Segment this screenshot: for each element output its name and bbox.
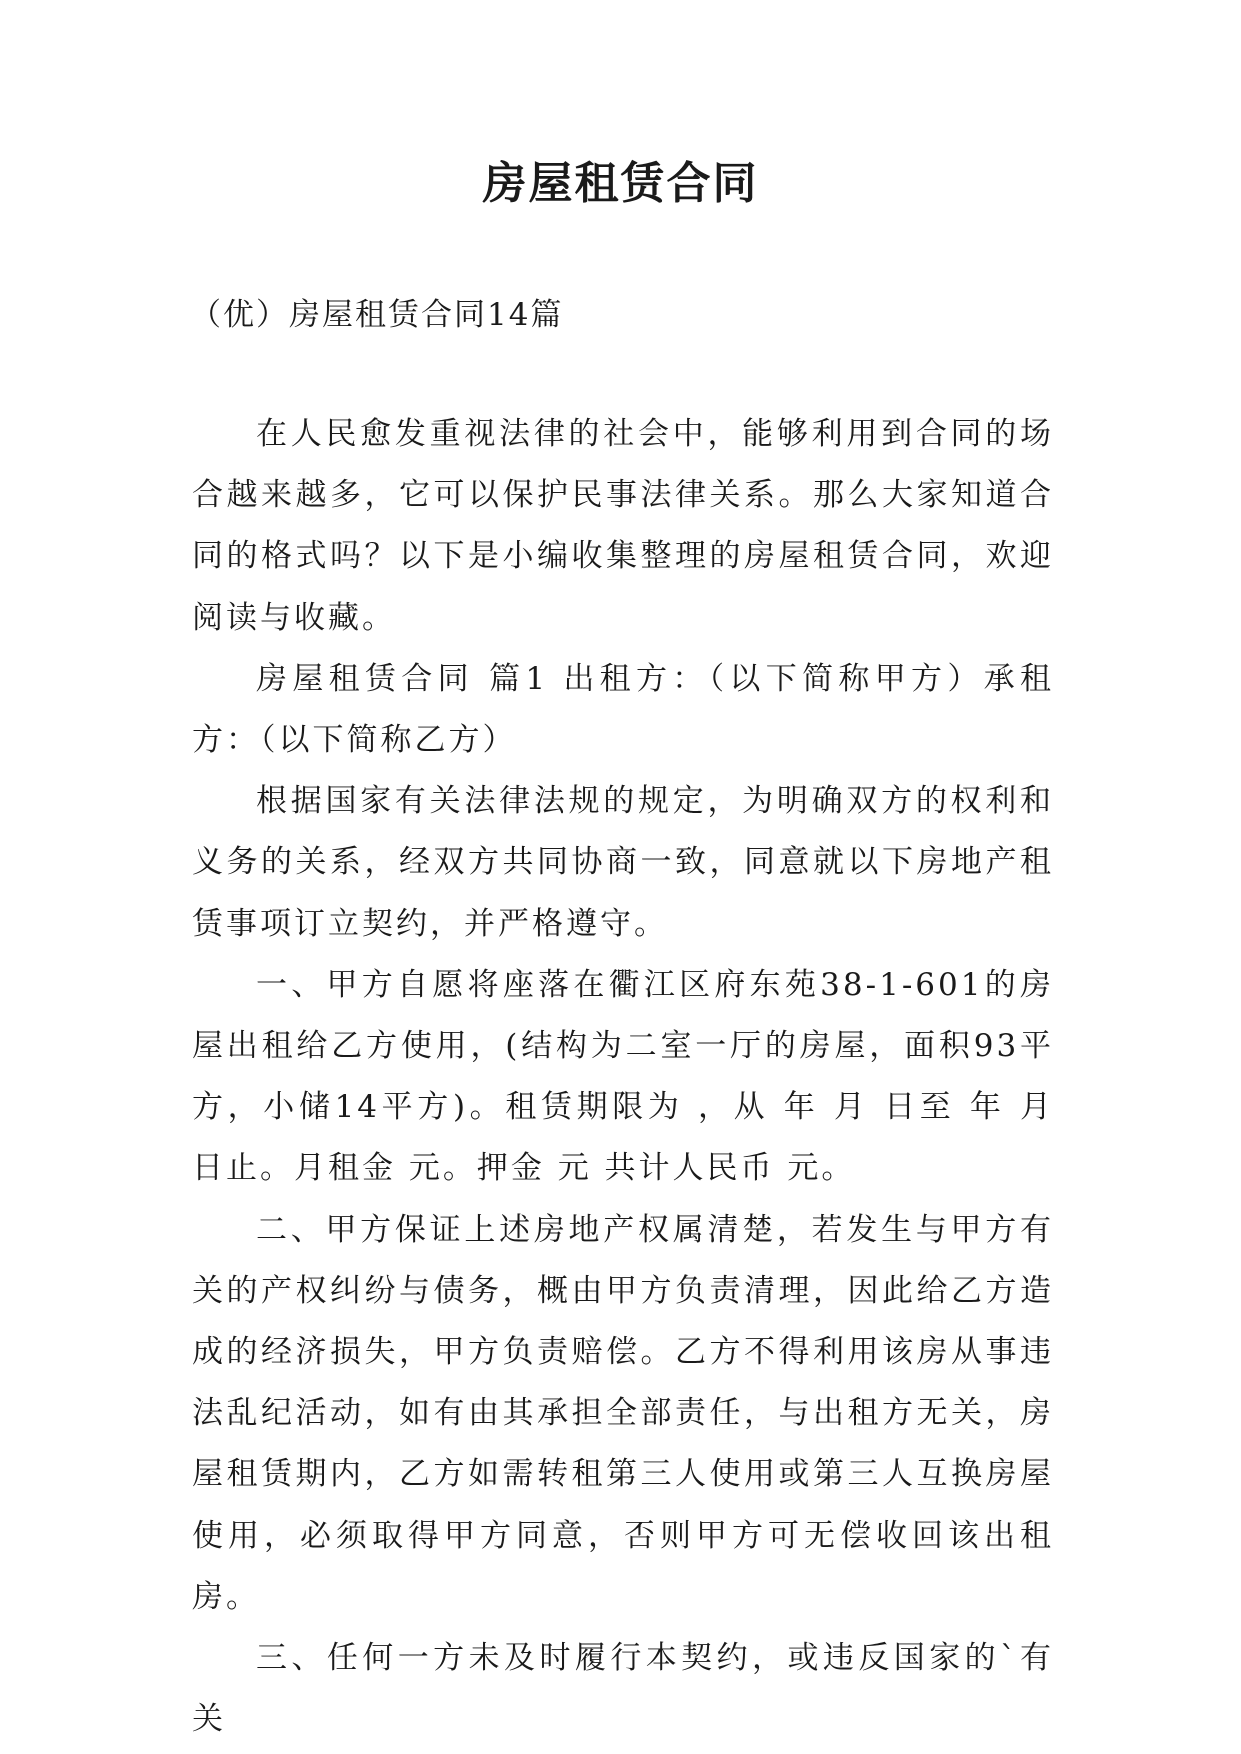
paragraph-clause-1: 一、甲方自愿将座落在衢江区府东苑38-1-601的房屋出租给乙方使用，(结构为二室一厅的房屋，面积93平方，小储14平方)。租赁期限为 ，从 年 月 日至 年 月 日止。月租金 元。押金 元 共计人民币 元。 [192,966,1054,1187]
paragraph-parties: 房屋租赁合同 篇1 出租方：（以下简称甲方）承租方：（以下简称乙方） [192,660,1054,759]
paragraph-basis: 根据国家有关法律法规的规定，为明确双方的权利和义务的关系，经双方共同协商一致，同意就以下房地产租赁事项订立契约，并严格遵守。 [192,783,1054,942]
paragraph-clause-3: 三、任何一方未及时履行本契约，或违反国家的`有关 [192,1640,1054,1738]
document-subtitle: （优）房屋租赁合同14篇 [190,297,564,333]
paragraph-intro: 在人民愈发重视法律的社会中，能够利用到合同的场合越来越多，它可以保护民事法律关系。那么大家知道合同的格式吗？以下是小编收集整理的房屋租赁合同，欢迎阅读与收藏。 [192,416,1054,636]
document-body [192,404,1054,1750]
paragraph-clause-2: 二、甲方保证上述房地产权属清楚，若发生与甲方有关的产权纠纷与债务，概由甲方负责清理，因此给乙方造成的经济损失，甲方负责赔偿。乙方不得利用该房从事违法乱纪活动，如有由其承担全部责任，与出租方无关，房屋租赁期内，乙方如需转租第三人使用或第三人互换房屋使用，必须取得甲方同意，否则甲方可无偿收回该出租房。 [192,1211,1054,1615]
document-title: 房屋租赁合同 [482,158,759,209]
